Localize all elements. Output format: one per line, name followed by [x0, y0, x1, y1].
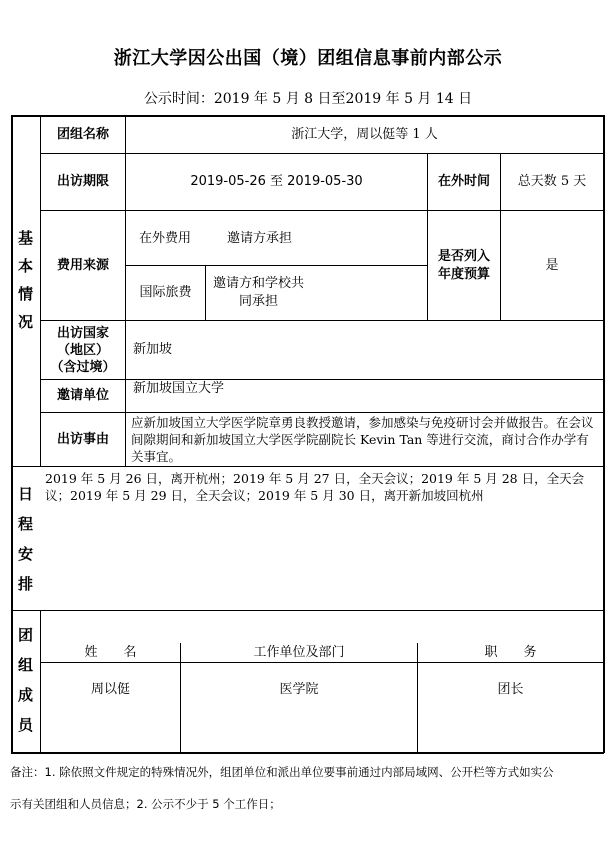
annual-budget-value: 是: [545, 257, 559, 273]
members-header-name: 姓 名: [84, 644, 137, 660]
section-members-label: 团 组 成 员: [17, 626, 33, 734]
member-name: 周以侹: [90, 682, 130, 697]
member-unit: 医学院: [279, 682, 319, 697]
time-abroad-value: 总天数 5 天: [517, 174, 587, 189]
time-abroad-label: 在外时间: [437, 174, 490, 189]
overseas-cost-value: 邀请方承担: [227, 231, 293, 246]
annual-budget-label: 是否列入 年度预算: [437, 248, 490, 282]
inviting-unit-value: 新加坡国立大学: [133, 381, 225, 396]
members-header-position: 职 务: [484, 644, 537, 660]
schedule-text: 2019 年 5 月 26 日，离开杭州；2019 年 5 月 27 日，全天会议；2019 年 5 月 28 日，全天会议；2019 年 5 月 29 日，全天会议；2019 年 5 月 30 日，离开新加坡回杭州: [45, 471, 585, 503]
page-title: 浙江大学因公出国（境）团组信息事前内部公示: [113, 48, 503, 69]
funding-source-label: 费用来源: [56, 257, 109, 273]
country-value: 新加坡: [133, 342, 173, 357]
country-label: 出访国家 （地区） （含过境）: [50, 325, 116, 375]
publicity-time: 公示时间：2019 年 5 月 8 日至2019 年 5 月 14 日: [143, 91, 473, 107]
group-name-label: 团组名称: [56, 126, 109, 142]
purpose-label: 出访事由: [56, 431, 109, 447]
section-basic-info-label: 基 本 情 况: [17, 229, 33, 331]
members-header-unit: 工作单位及部门: [253, 644, 345, 660]
section-schedule-label: 日 程 安 排: [17, 485, 33, 593]
member-position: 团长: [497, 682, 524, 697]
purpose-value: 应新加坡国立大学医学院章勇良教授邀请，参加感染与免疫研讨会并做报告。在会议间隙期间和新加坡国立大学医学院副院长 Kevin Tan 等进行交流，商讨合作办学有关事宜。: [131, 415, 594, 464]
inviting-unit-label: 邀请单位: [56, 388, 109, 403]
intl-travel-label: 国际旅费: [139, 285, 192, 300]
notes-line-1: 备注：1. 除依照文件规定的特殊情况外，组团单位和派出单位要事前通过内部局域网、公开栏等方式如实公: [10, 765, 554, 779]
notes-line-2: 示有关团组和人员信息；2. 公示不少于 5 个工作日；: [10, 797, 281, 811]
visit-period-label: 出访期限: [56, 174, 109, 189]
intl-travel-value: 邀请方和学校共 同承担: [213, 276, 305, 309]
overseas-cost-label: 在外费用: [139, 231, 192, 246]
visit-period-value: 2019-05-26 至 2019-05-30: [190, 174, 363, 189]
group-name-value: 浙江大学，周以侹等 1 人: [291, 126, 438, 142]
